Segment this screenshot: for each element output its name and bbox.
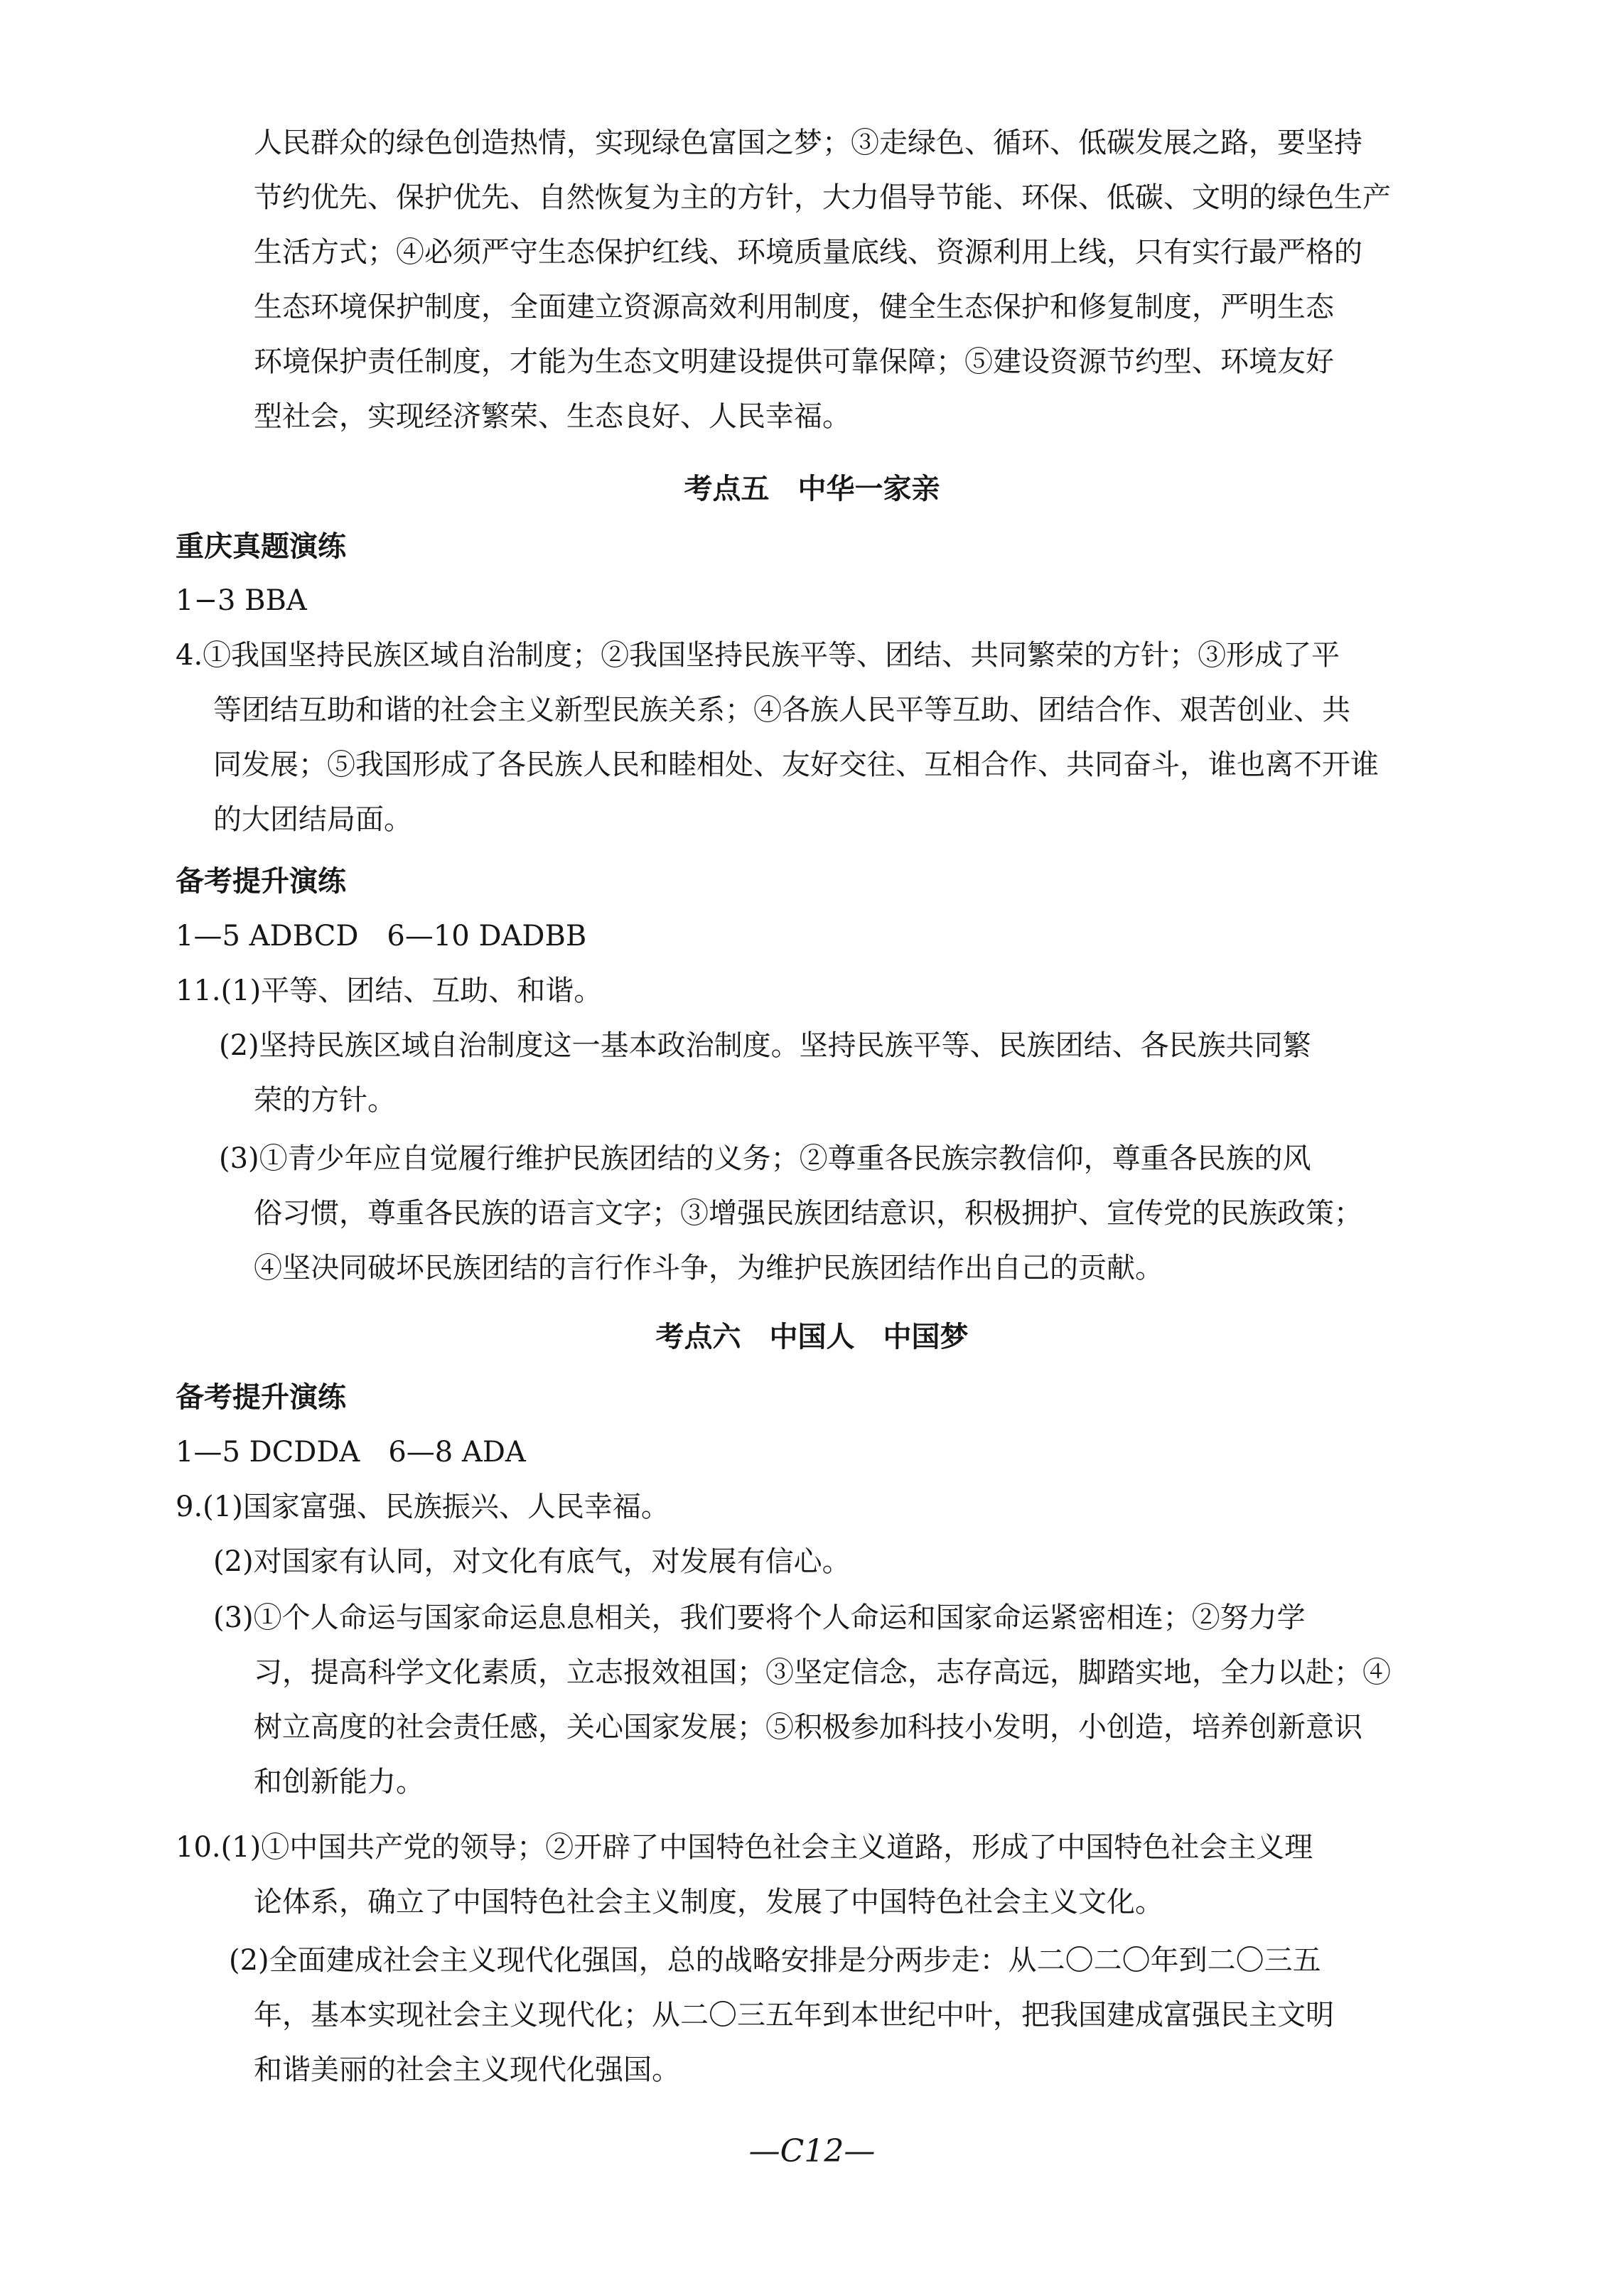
intro-line: 环境保护责任制度，才能为生态文明建设提供可靠保障；⑤建设资源节约型、环境友好 [254, 345, 1334, 378]
intro-line: 生活方式；④必须严守生态保护红线、环境质量底线、资源利用上线，只有实行最严格的 [254, 236, 1362, 269]
section-title: 考点五 中华一家亲 [684, 473, 940, 505]
answer-line: 9.(1)国家富强、民族振兴、人民幸福。 [176, 1491, 670, 1523]
answer-line: 习，提高科学文化素质，立志报效祖国；③坚定信念，志存高远，脚踏实地，全力以赴；④ [254, 1656, 1391, 1689]
answer-line: 4.①我国坚持民族区域自治制度；②我国坚持民族平等、团结、共同繁荣的方针；③形成了平 [176, 639, 1340, 672]
answer-line: 和创新能力。 [254, 1766, 424, 1798]
answer-line: 论体系，确立了中国特色社会主义制度，发展了中国特色社会主义文化。 [254, 1886, 1163, 1918]
intro-line: 节约优先、保护优先、自然恢复为主的方针，大力倡导节能、环保、低碳、文明的绿色生产 [254, 181, 1391, 214]
answer-line: (2)坚持民族区域自治制度这一基本政治制度。坚持民族平等、民族团结、各民族共同繁 [219, 1029, 1311, 1062]
answer-line: 和谐美丽的社会主义现代化强国。 [254, 2054, 680, 2086]
answer-line: (3)①个人命运与国家命运息息相关，我们要将个人命运和国家命运紧密相连；②努力学 [213, 1601, 1306, 1634]
intro-line: 生态环境保护制度，全面建立资源高效利用制度，健全生态保护和修复制度，严明生态 [254, 291, 1334, 323]
answer-line: 年，基本实现社会主义现代化；从二〇三五年到本世纪中叶，把我国建成富强民主文明 [254, 1999, 1334, 2032]
answer-line: (2)全面建成社会主义现代化强国，总的战略安排是分两步走：从二〇二〇年到二〇三五 [229, 1944, 1321, 1977]
answer-line: (3)①青少年应自觉履行维护民族团结的义务；②尊重各民族宗教信仰，尊重各民族的风 [219, 1142, 1311, 1175]
subsection-heading: 重庆真题演练 [176, 530, 346, 563]
answer-line: 俗习惯，尊重各民族的语言文字；③增强民族团结意识，积极拥护、宣传党的民族政策； [254, 1197, 1362, 1230]
answer-line: 同发展；⑤我国形成了各民族人民和睦相处、友好交往、互相合作、共同奋斗，谁也离不开谁 [213, 748, 1379, 781]
answer-line: 荣的方针。 [254, 1084, 396, 1117]
multiple-choice-answers: 1—5 ADBCD 6—10 DADBB [176, 920, 587, 952]
subsection-heading: 备考提升演练 [176, 1381, 346, 1414]
answer-line: 11.(1)平等、团结、互助、和谐。 [176, 975, 603, 1007]
intro-line: 型社会，实现经济繁荣、生态良好、人民幸福。 [254, 400, 851, 433]
answer-line: 树立高度的社会责任感，关心国家发展；⑤积极参加科技小发明，小创造，培养创新意识 [254, 1711, 1362, 1744]
answer-line: 的大团结局面。 [213, 803, 412, 836]
answer-line: ④坚决同破坏民族团结的言行作斗争，为维护民族团结作出自己的贡献。 [254, 1252, 1163, 1284]
section-title: 考点六 中国人 中国梦 [655, 1321, 969, 1353]
multiple-choice-answers: 1—5 DCDDA 6—8 ADA [176, 1436, 526, 1469]
page-number: —C12— [748, 2133, 876, 2169]
answer-line: (2)对国家有认同，对文化有底气，对发展有信心。 [213, 1545, 851, 1578]
subsection-heading: 备考提升演练 [176, 865, 346, 898]
answer-line: 10.(1)①中国共产党的领导；②开辟了中国特色社会主义道路，形成了中国特色社会主义理 [176, 1831, 1313, 1864]
answer-line: 等团结互助和谐的社会主义新型民族关系；④各族人民平等互助、团结合作、艰苦创业、共 [213, 694, 1350, 726]
intro-line: 人民群众的绿色创造热情，实现绿色富国之梦；③走绿色、循环、低碳发展之路，要坚持 [254, 127, 1362, 159]
multiple-choice-answers: 1−3 BBA [176, 584, 307, 617]
